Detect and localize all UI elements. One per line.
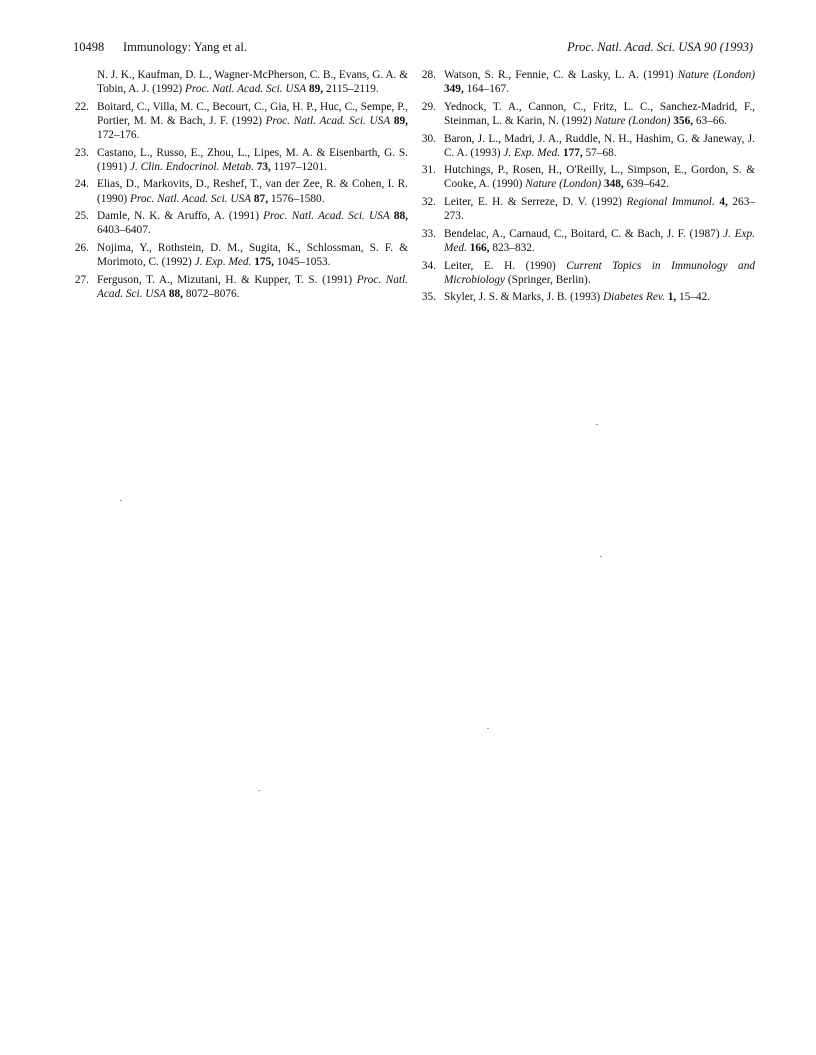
reference-pages: 15–42. xyxy=(679,291,711,304)
reference-volume: 166, xyxy=(469,242,490,254)
reference-number: 26. xyxy=(74,242,89,254)
reference-journal: J. Exp. Med. xyxy=(444,227,755,254)
reference-authors: Bendelac, A., Carnaud, C., Boitard, C. & Bach, J. F. (1987) xyxy=(444,227,720,240)
reference-volume: 88, xyxy=(393,210,408,223)
reference-number: 28. xyxy=(421,69,436,81)
reference-pages: 172–176. xyxy=(97,128,140,141)
reference-journal: J. Exp. Med. xyxy=(503,146,561,159)
reference-number: 22. xyxy=(74,100,89,113)
reference-item xyxy=(73,68,408,96)
reference-authors: Elias, D., Markovits, D., Reshef, T., van der Zee, R. & Cohen, I. R. (1990) xyxy=(97,178,408,205)
page-number: 10498 xyxy=(73,40,105,54)
reference-volume: 177, xyxy=(562,146,583,159)
reference-authors: Nojima, Y., Rothstein, D. M., Sugita, K., Schlossman, S. F. & Morimoto, C. (1992) xyxy=(97,242,408,269)
reference-number: 24. xyxy=(74,178,89,191)
reference-item xyxy=(73,146,408,174)
reference-volume: 89, xyxy=(393,114,408,127)
reference-journal: J. Clin. Endocrinol. Metab. xyxy=(129,160,254,173)
reference-authors: N. J. K., Kaufman, D. L., Wagner-McPherson, C. B., Evans, G. A. & Tobin, A. J. (1992) xyxy=(97,69,408,96)
reference-journal: Nature (London) xyxy=(525,178,602,191)
reference-journal: Diabetes Rev. xyxy=(602,291,665,304)
reference-number: 27. xyxy=(74,273,89,286)
reference-pages: 639–642. xyxy=(626,178,669,191)
reference-authors: Boitard, C., Villa, M. C., Becourt, C., Gia, H. P., Huc, C., Sempe, P., Portier, M. M. & Bach, J. F. (1992) xyxy=(97,100,408,127)
reference-item xyxy=(73,241,408,269)
reference-volume: 349, xyxy=(444,83,464,96)
reference-item xyxy=(420,132,755,160)
reference-number: 32. xyxy=(421,196,436,209)
reference-number: 25. xyxy=(74,210,89,223)
reference-item xyxy=(420,195,755,223)
reference-authors: Skyler, J. S. & Marks, J. B. (1993) xyxy=(444,291,601,304)
reference-pages: (Springer, Berlin). xyxy=(507,273,591,286)
reference-journal: Regional Immunol. xyxy=(626,196,715,209)
reference-volume: 89, xyxy=(308,83,324,96)
reference-item xyxy=(420,290,755,304)
reference-authors: Leiter, E. H. (1990) xyxy=(444,259,556,272)
reference-volume: 88, xyxy=(168,287,183,300)
reference-authors: Baron, J. L., Madri, J. A., Ruddle, N. H., Hashim, G. & Janeway, J. C. A. (1993) xyxy=(444,132,755,159)
reference-journal: Proc. Natl. Acad. Sci. USA xyxy=(263,210,390,223)
reference-pages: 8072–8076. xyxy=(185,287,240,300)
reference-number: 31. xyxy=(421,164,436,177)
reference-pages: 1197–1201. xyxy=(273,160,327,173)
journal-citation: Proc. Natl. Acad. Sci. USA 90 (1993) xyxy=(567,40,753,54)
reference-journal: Proc. Natl. Acad. Sci. USA xyxy=(129,192,252,205)
reference-journal: Proc. Natl. Acad. Sci. USA xyxy=(185,83,307,96)
reference-item xyxy=(73,177,408,205)
reference-volume: 1, xyxy=(667,291,677,304)
reference-authors: Damle, N. K. & Aruffo, A. (1991) xyxy=(97,210,259,223)
reference-journal: Nature (London) xyxy=(594,114,671,127)
reference-item xyxy=(420,100,755,128)
reference-item xyxy=(73,273,408,301)
reference-pages: 6403–6407. xyxy=(97,224,151,237)
reference-pages: 63–66. xyxy=(695,114,727,127)
reference-pages: 263–273. xyxy=(444,196,755,223)
reference-number: 30. xyxy=(421,132,436,145)
reference-volume: 356, xyxy=(673,114,694,127)
section-title: Immunology: Yang et al. xyxy=(123,40,247,54)
reference-authors: Watson, S. R., Fennie, C. & Lasky, L. A. (1991) xyxy=(444,69,674,81)
reference-authors: Hutchings, P., Rosen, H., O'Reilly, L., Simpson, E., Gordon, S. & Cooke, A. (1990) xyxy=(444,164,755,191)
reference-item xyxy=(73,100,408,142)
running-header xyxy=(73,40,753,56)
reference-number: 23. xyxy=(74,146,89,159)
reference-volume: 87, xyxy=(253,192,269,205)
reference-journal: Current Topics in Immunology and Microbiology xyxy=(444,259,756,286)
reference-authors: Leiter, E. H. & Serreze, D. V. (1992) xyxy=(444,196,622,209)
reference-volume: 175, xyxy=(254,256,274,269)
reference-item xyxy=(73,209,408,237)
reference-pages: 164–167. xyxy=(466,83,509,96)
reference-journal: Proc. Natl. Acad. Sci. USA xyxy=(265,114,391,127)
reference-number: 33. xyxy=(421,227,436,240)
reference-authors: Ferguson, T. A., Mizutani, H. & Kupper, T. S. (1991) xyxy=(97,273,353,286)
reference-pages: 1576–1580. xyxy=(270,192,325,205)
reference-number: 34. xyxy=(421,259,436,272)
reference-pages: 1045–1053. xyxy=(276,256,331,269)
reference-pages: 2115–2119. xyxy=(325,83,379,96)
reference-volume: 4, xyxy=(719,196,728,209)
reference-journal: J. Exp. Med. xyxy=(194,256,252,269)
reference-journal: Proc. Natl. Acad. Sci. USA xyxy=(97,273,408,300)
reference-number: 29. xyxy=(421,100,436,113)
reference-item xyxy=(420,259,755,287)
reference-journal: Nature (London) xyxy=(677,69,755,81)
reference-item xyxy=(420,163,755,191)
reference-item xyxy=(420,227,755,255)
reference-item xyxy=(420,68,755,96)
reference-volume: 348, xyxy=(603,178,624,191)
reference-authors: Castano, L., Russo, E., Zhou, L., Lipes, M. A. & Eisenbarth, G. S. (1991) xyxy=(97,146,408,173)
reference-number: 35. xyxy=(421,291,436,304)
references-left-column xyxy=(73,68,408,305)
reference-volume: 73, xyxy=(256,160,271,173)
reference-authors: Yednock, T. A., Cannon, C., Fritz, L. C., Sanchez-Madrid, F., Steinman, L. & Karin, N. (1992) xyxy=(444,100,755,127)
reference-pages: 823–832. xyxy=(492,242,535,254)
reference-pages: 57–68. xyxy=(585,146,617,159)
references-right-column xyxy=(420,68,755,308)
